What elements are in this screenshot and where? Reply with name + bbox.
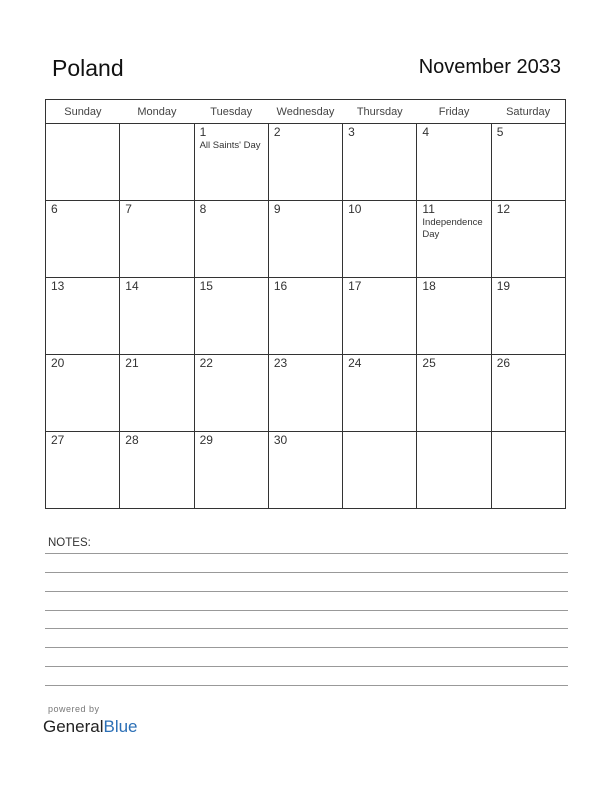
day-cell xyxy=(343,124,417,201)
week-row xyxy=(46,355,566,432)
day-cell xyxy=(268,278,342,355)
day-cell xyxy=(268,355,342,432)
day-number: 26 xyxy=(496,356,511,370)
day-number: 10 xyxy=(348,202,362,216)
notes-line xyxy=(45,610,568,611)
day-cell xyxy=(120,355,194,432)
day-number: 14 xyxy=(125,279,139,293)
calendar-grid xyxy=(45,99,566,509)
weekday-monday: Monday xyxy=(120,100,194,124)
holiday-label: Independence Day xyxy=(422,217,483,240)
notes-line xyxy=(45,591,568,592)
day-cell xyxy=(417,355,491,432)
day-number: 27 xyxy=(51,433,65,447)
day-number: 20 xyxy=(51,356,65,370)
week-row xyxy=(46,124,566,201)
month-title: November 2033 xyxy=(418,56,561,78)
day-number: 6 xyxy=(51,202,58,216)
day-cell xyxy=(268,201,342,278)
day-cell xyxy=(491,355,565,432)
day-number: 22 xyxy=(199,356,213,370)
brand-general: General xyxy=(43,717,104,736)
day-number: 11 xyxy=(422,202,435,216)
day-cell xyxy=(417,278,491,355)
notes-line xyxy=(45,647,568,648)
day-number: 15 xyxy=(199,279,213,293)
day-number: 21 xyxy=(125,356,139,370)
day-number: 5 xyxy=(496,125,504,139)
day-cell xyxy=(194,278,268,355)
day-cell xyxy=(46,355,120,432)
day-number: 1 xyxy=(199,125,207,139)
day-number: 16 xyxy=(273,279,288,293)
holiday-label: All Saints' Day xyxy=(199,140,261,151)
day-cell xyxy=(417,432,491,509)
powered-by-text: powered by xyxy=(48,704,100,714)
day-cell xyxy=(491,201,565,278)
day-number: 18 xyxy=(422,279,436,293)
day-number: 8 xyxy=(199,202,207,216)
day-cell xyxy=(343,278,417,355)
day-cell xyxy=(46,124,120,201)
day-number: 12 xyxy=(496,202,511,216)
day-cell xyxy=(120,432,194,509)
day-cell xyxy=(491,432,565,509)
day-number: 9 xyxy=(273,202,281,216)
brand-logo xyxy=(43,717,138,737)
day-cell xyxy=(46,278,120,355)
day-cell xyxy=(491,124,565,201)
day-cell xyxy=(120,124,194,201)
day-number: 7 xyxy=(125,202,132,216)
day-cell xyxy=(417,124,491,201)
page-title: Poland xyxy=(52,55,124,81)
week-row xyxy=(46,432,566,509)
day-cell xyxy=(268,432,342,509)
day-cell xyxy=(194,201,268,278)
day-cell xyxy=(194,432,268,509)
weekday-thursday: Thursday xyxy=(343,100,417,124)
day-number: 23 xyxy=(273,356,288,370)
notes-line xyxy=(45,572,568,573)
weekday-tuesday: Tuesday xyxy=(194,100,268,124)
notes-label: NOTES: xyxy=(48,537,91,549)
notes-line xyxy=(45,553,568,554)
day-number: 29 xyxy=(199,433,213,447)
weekday-saturday: Saturday xyxy=(491,100,565,124)
day-number: 25 xyxy=(422,356,436,370)
day-number: 17 xyxy=(348,279,362,293)
week-row xyxy=(46,201,566,278)
day-number: 28 xyxy=(125,433,139,447)
day-cell xyxy=(343,432,417,509)
day-number: 13 xyxy=(51,279,65,293)
day-cell xyxy=(268,124,342,201)
weekday-header-row xyxy=(46,100,566,124)
notes-line xyxy=(45,666,568,667)
day-cell xyxy=(417,201,491,278)
day-cell xyxy=(343,201,417,278)
day-cell xyxy=(120,278,194,355)
day-cell xyxy=(46,201,120,278)
brand-blue: Blue xyxy=(103,717,138,736)
notes-line xyxy=(45,685,568,686)
day-cell xyxy=(491,278,565,355)
day-cell xyxy=(120,201,194,278)
day-cell xyxy=(46,432,120,509)
day-number: 3 xyxy=(348,125,355,139)
weekday-friday: Friday xyxy=(417,100,491,124)
notes-line xyxy=(45,628,568,629)
day-number: 24 xyxy=(348,356,362,370)
week-row xyxy=(46,278,566,355)
weekday-sunday: Sunday xyxy=(46,100,120,124)
day-number: 2 xyxy=(273,125,281,139)
day-cell xyxy=(343,355,417,432)
day-number: 4 xyxy=(422,125,430,139)
day-cell xyxy=(194,124,268,201)
weekday-wednesday: Wednesday xyxy=(268,100,342,124)
day-number: 19 xyxy=(496,279,511,293)
day-number: 30 xyxy=(273,433,288,447)
day-cell xyxy=(194,355,268,432)
